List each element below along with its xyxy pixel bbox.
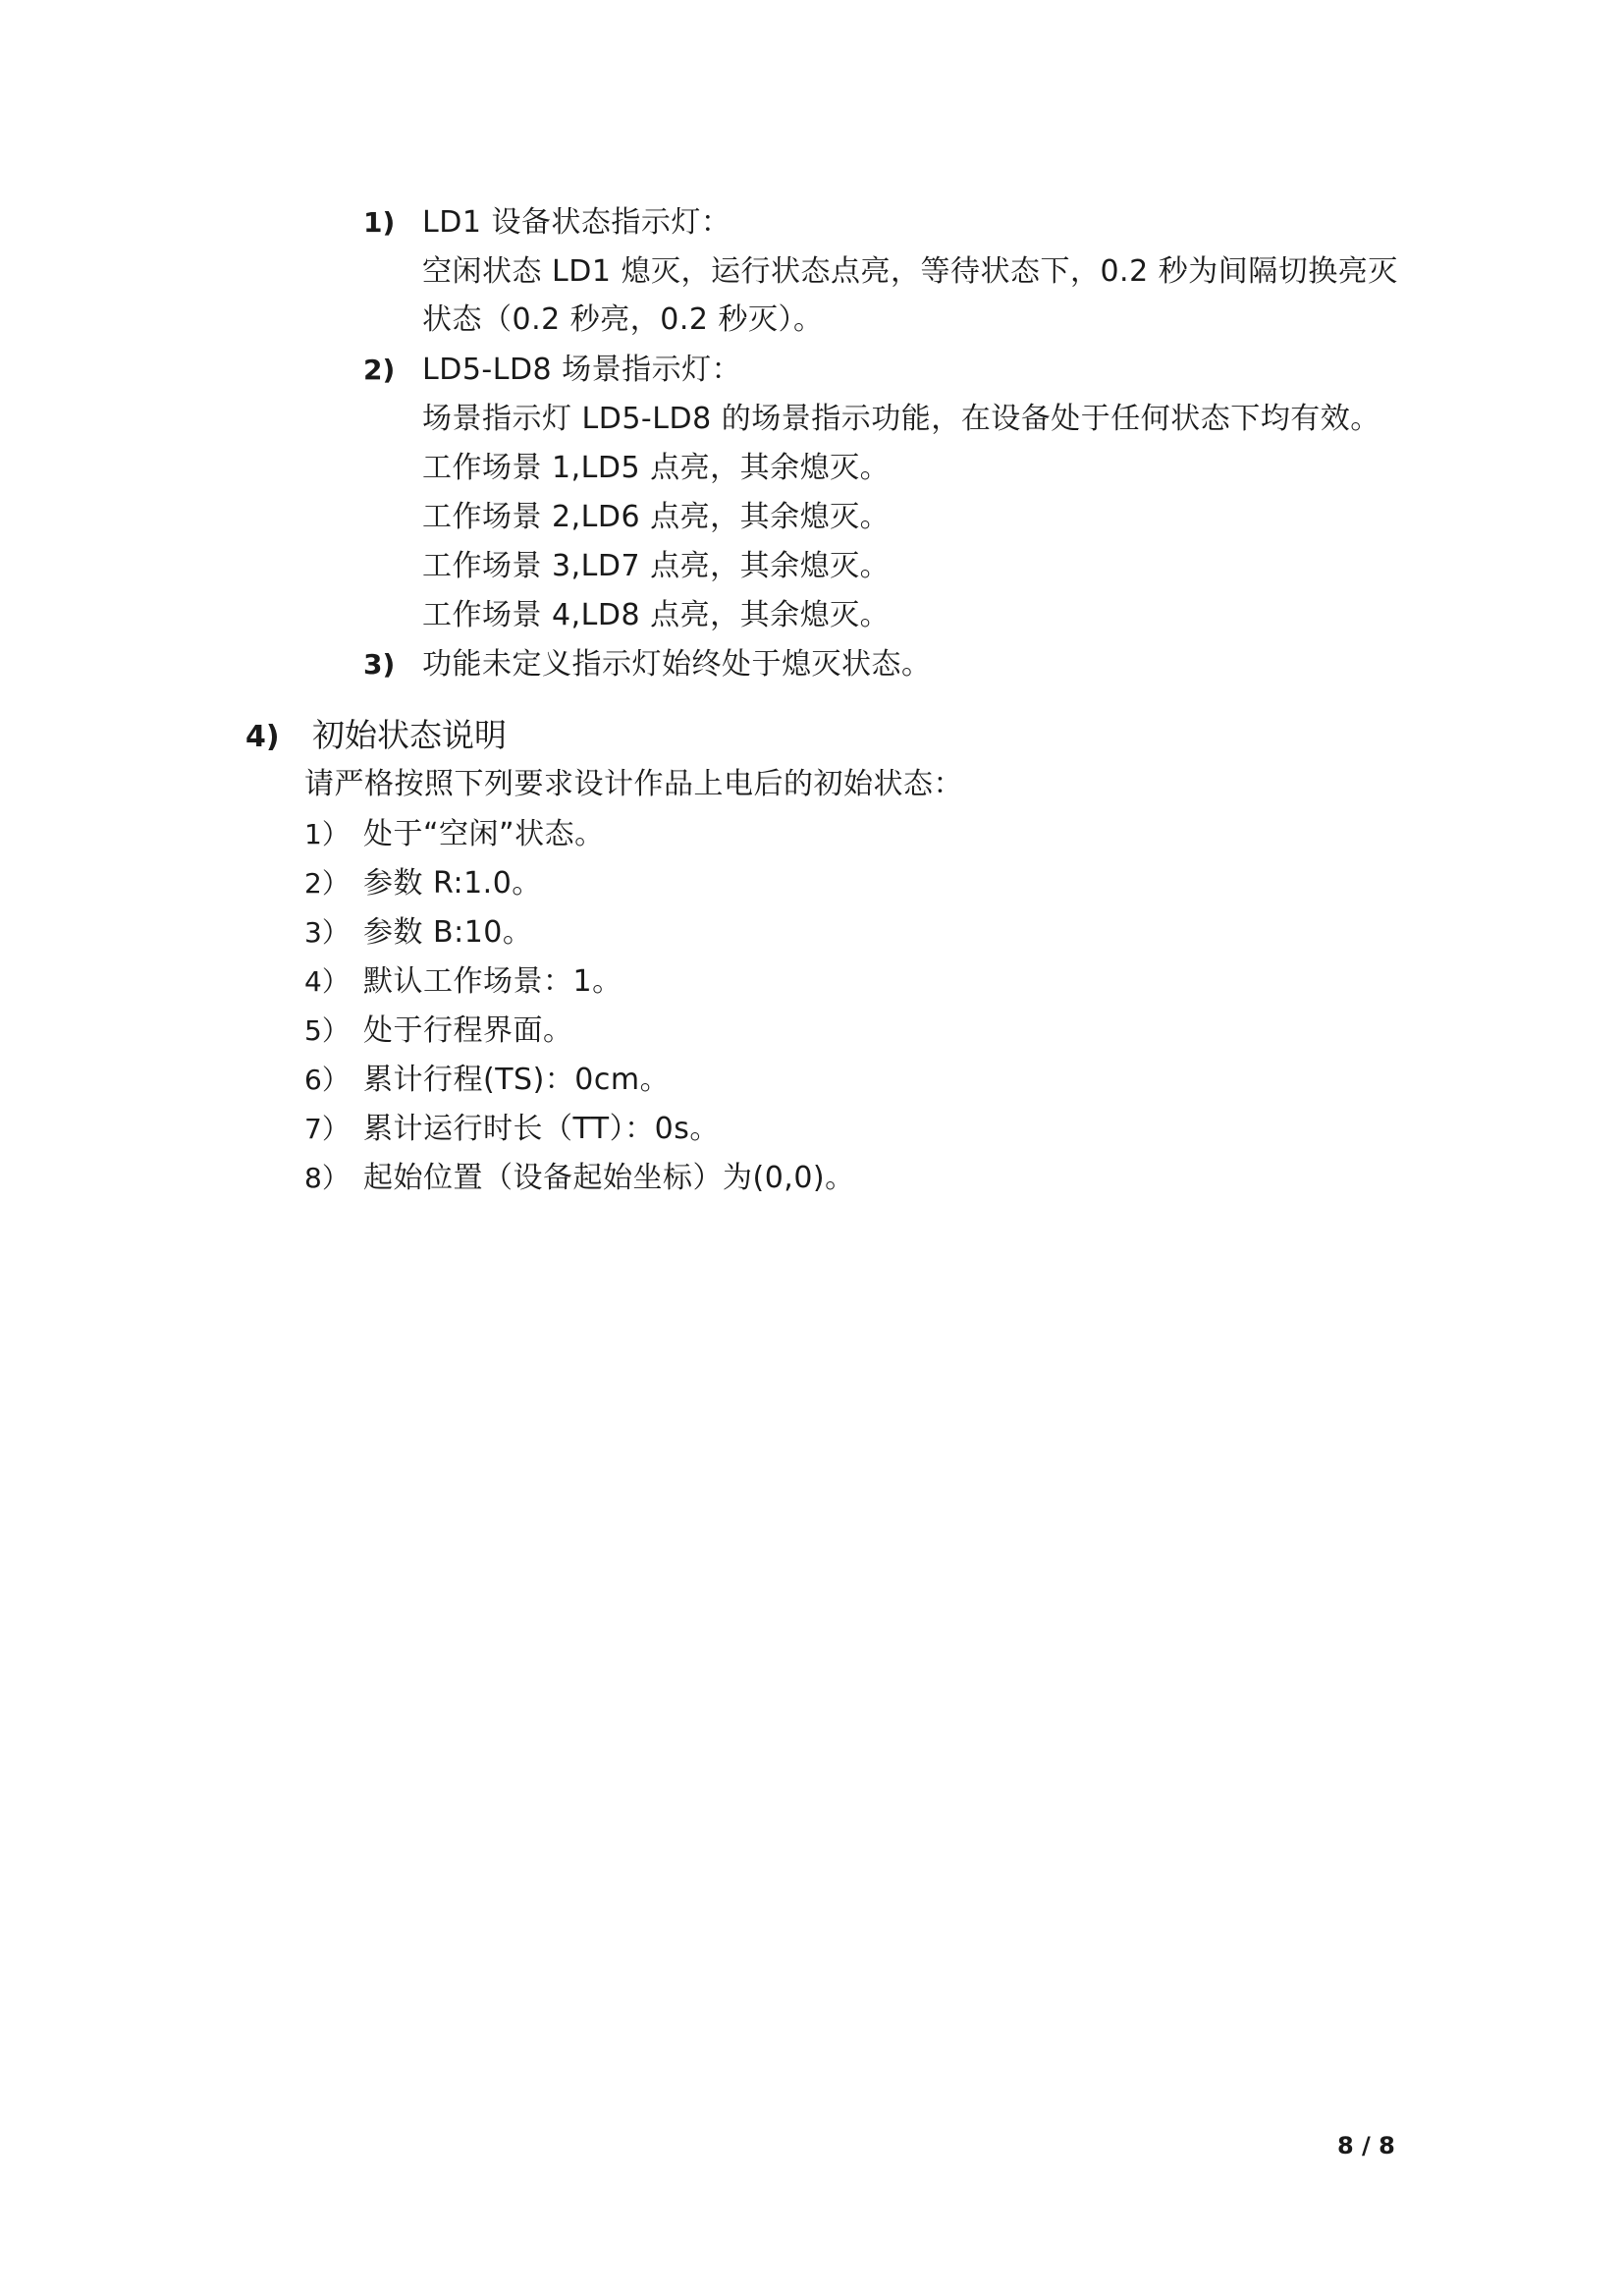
list-number: 1) [363, 206, 396, 239]
list-number: 8） [304, 1162, 350, 1194]
list-item-text: 处于行程界面。 [363, 1013, 573, 1048]
list-number: 7） [304, 1113, 350, 1145]
list-number: 6） [304, 1064, 350, 1096]
list-item-text: 空闲状态 LD1 熄灭，运行状态点亮，等待状态下，0.2 秒为间隔切换亮灭 [422, 254, 1398, 289]
list-item-text: 起始位置（设备起始坐标）为(0,0)。 [363, 1161, 855, 1195]
list-number: 3) [363, 648, 396, 681]
section-number: 4) [245, 720, 280, 754]
section-heading: 初始状态说明 [312, 716, 507, 754]
list-number: 3） [304, 916, 350, 949]
list-item-text: 工作场景 1,LD5 点亮，其余熄灭。 [422, 451, 891, 485]
list-number: 5） [304, 1014, 350, 1047]
list-item-text: 状态（0.2 秒亮，0.2 秒灭）。 [422, 302, 824, 337]
list-item-text: 累计运行时长（TT）：0s。 [363, 1112, 720, 1146]
list-number: 2） [304, 867, 350, 900]
list-item-text: 工作场景 2,LD6 点亮，其余熄灭。 [422, 500, 891, 534]
page-number: 8 / 8 [1337, 2132, 1395, 2159]
list-item-text: 参数 R:1.0。 [363, 866, 542, 901]
list-item-text: 工作场景 4,LD8 点亮，其余熄灭。 [422, 598, 891, 632]
list-number: 1） [304, 818, 350, 850]
list-item-text: 参数 B:10。 [363, 915, 533, 950]
list-item-text: 默认工作场景：1。 [363, 964, 622, 999]
list-item-text: 工作场景 3,LD7 点亮，其余熄灭。 [422, 549, 891, 583]
list-item-title: LD5-LD8 场景指示灯： [422, 353, 742, 387]
list-item-title: LD1 设备状态指示灯： [422, 205, 731, 240]
list-item-text: 场景指示灯 LD5-LD8 的场景指示功能，在设备处于任何状态下均有效。 [422, 402, 1380, 436]
list-item-text: 处于“空闲”状态。 [363, 817, 605, 851]
section-intro: 请严格按照下列要求设计作品上电后的初始状态： [304, 767, 963, 801]
list-number: 2) [363, 354, 396, 386]
list-number: 4） [304, 965, 350, 998]
list-item-text: 累计行程(TS)：0cm。 [363, 1063, 671, 1097]
list-item-title: 功能未定义指示灯始终处于熄灭状态。 [422, 647, 932, 682]
